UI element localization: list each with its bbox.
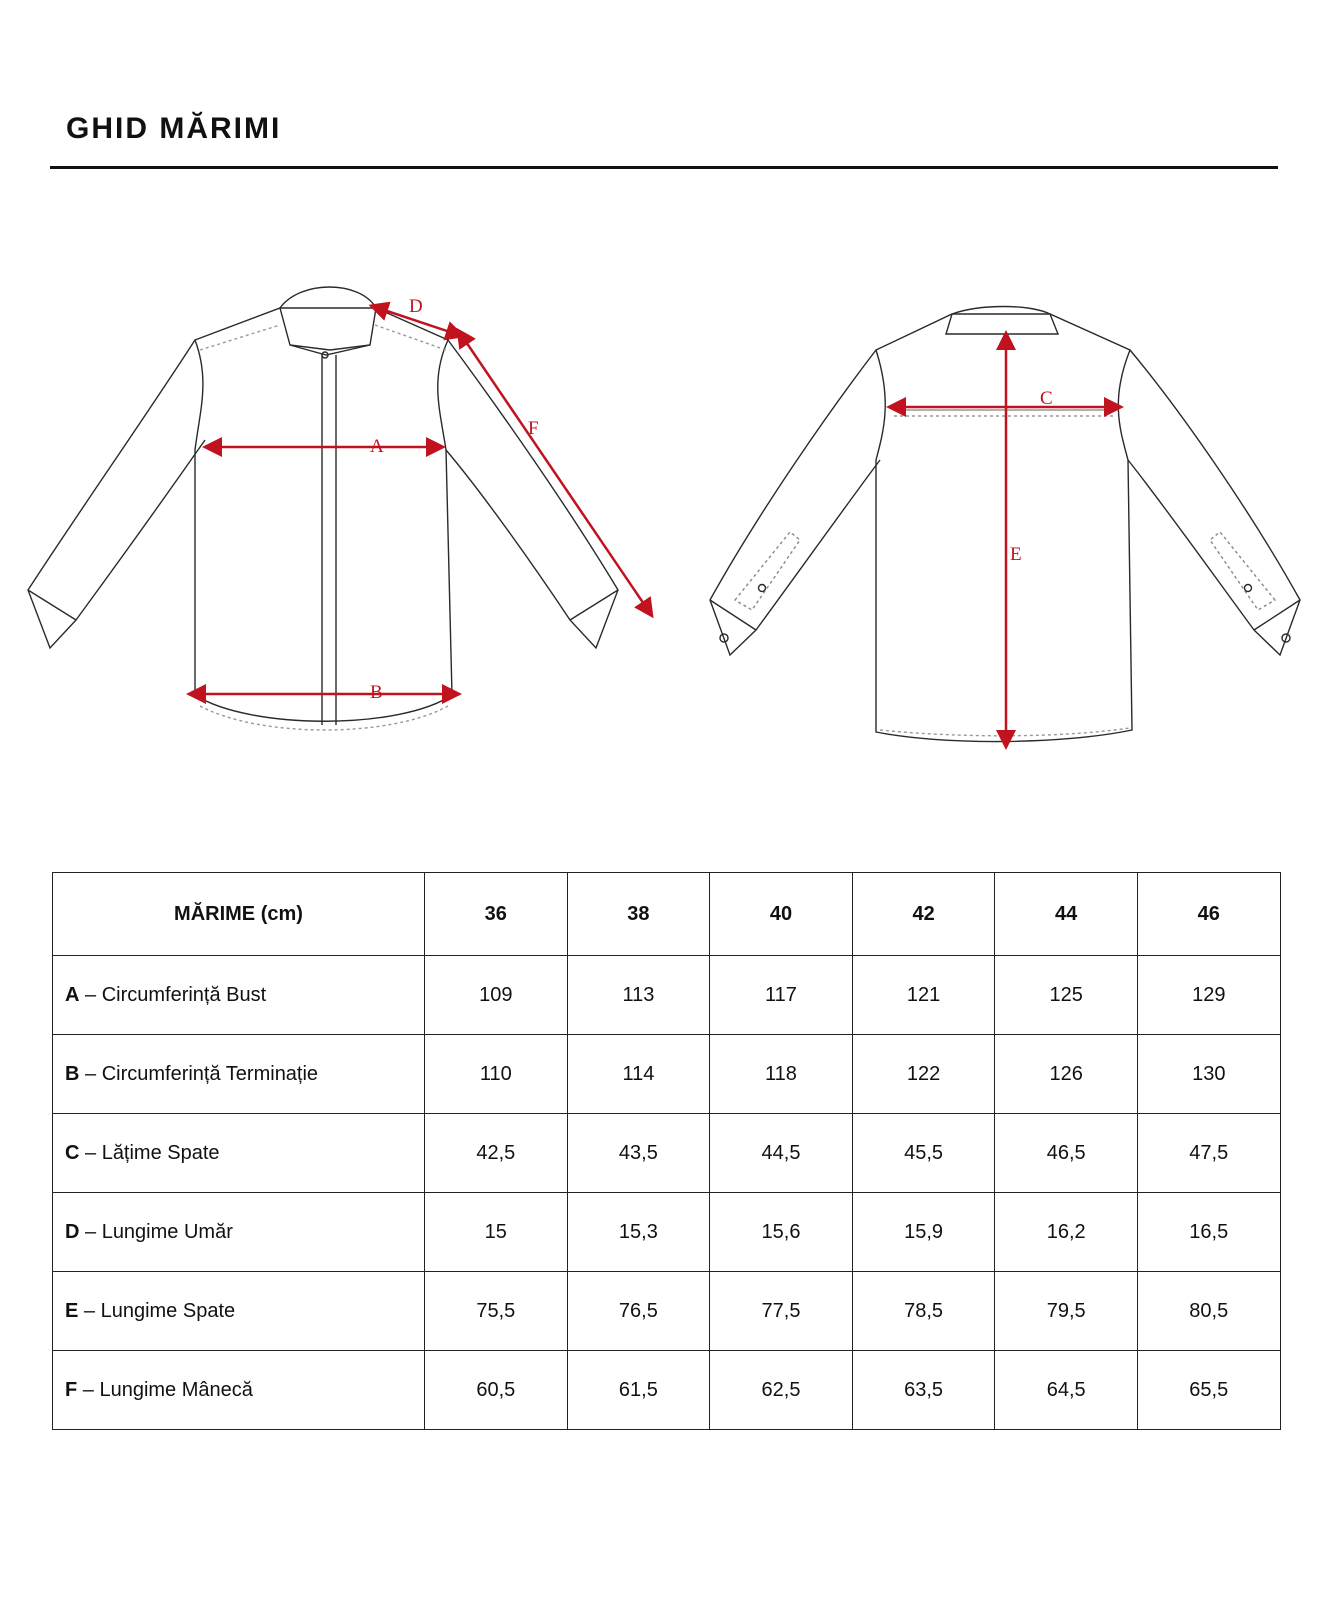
row-label-text: – Lungime Umăr [79,1220,233,1243]
label-d: D [409,296,423,317]
header-size: 36 [425,873,568,956]
table-cell: 15,9 [852,1193,995,1272]
row-letter: D [65,1220,80,1243]
table-cell: 16,5 [1137,1193,1280,1272]
title-divider [50,166,1278,169]
row-label-text: – Circumferință Terminație [79,1062,319,1085]
table-cell: 76,5 [567,1272,710,1351]
row-label-text: – Lungime Spate [78,1299,236,1322]
table-header-row [53,873,1281,956]
table-cell: 15,3 [567,1193,710,1272]
row-label [53,1272,425,1351]
table-cell: 61,5 [567,1351,710,1430]
table-cell: 44,5 [710,1114,853,1193]
row-label [53,1114,425,1193]
table-cell: 62,5 [710,1351,853,1430]
row-label-text: – Lungime Mânecă [77,1378,253,1401]
row-label-text: – Circumferință Bust [79,983,267,1006]
table-cell: 43,5 [567,1114,710,1193]
table-cell: 130 [1137,1035,1280,1114]
table-cell: 126 [995,1035,1138,1114]
table-cell: 129 [1137,956,1280,1035]
label-c: C [1040,388,1053,409]
table-cell: 77,5 [710,1272,853,1351]
row-label-text: – Lățime Spate [79,1141,220,1164]
table-cell: 114 [567,1035,710,1114]
table-cell: 65,5 [1137,1351,1280,1430]
table-cell: 46,5 [995,1114,1138,1193]
table-cell: 122 [852,1035,995,1114]
table-cell: 125 [995,956,1138,1035]
table-cell: 118 [710,1035,853,1114]
front-measure-lines [196,308,648,694]
size-table [52,872,1281,1430]
table-row [53,956,1281,1035]
table-row [53,1351,1281,1430]
table-cell: 110 [425,1035,568,1114]
row-letter: A [65,983,80,1006]
header-size: 46 [1137,873,1280,956]
table-row [53,1114,1281,1193]
page-title: GHID MĂRIMI [66,112,282,145]
table-cell: 60,5 [425,1351,568,1430]
row-label [53,1193,425,1272]
front-shirt [28,287,618,730]
table-cell: 45,5 [852,1114,995,1193]
table-row [53,1193,1281,1272]
header-size-label: MĂRIME (cm) [53,873,425,956]
table-cell: 109 [425,956,568,1035]
table-cell: 121 [852,956,995,1035]
row-label [53,1351,425,1430]
table-cell: 117 [710,956,853,1035]
back-measure-lines [896,340,1114,740]
table-cell: 15 [425,1193,568,1272]
table-cell: 15,6 [710,1193,853,1272]
label-b: B [370,682,383,703]
label-e: E [1010,544,1022,565]
row-label [53,956,425,1035]
row-letter: B [65,1062,80,1085]
header-size: 38 [567,873,710,956]
table-row [53,1272,1281,1351]
table-cell: 63,5 [852,1351,995,1430]
table-cell: 47,5 [1137,1114,1280,1193]
label-f: F [528,418,539,439]
table-row [53,1035,1281,1114]
label-a: A [370,436,384,457]
header-size: 44 [995,873,1138,956]
shirt-diagram [0,270,1328,770]
row-letter: E [65,1299,79,1322]
table-cell: 80,5 [1137,1272,1280,1351]
table-cell: 64,5 [995,1351,1138,1430]
header-size: 40 [710,873,853,956]
table-cell: 78,5 [852,1272,995,1351]
table-cell: 79,5 [995,1272,1138,1351]
table-cell: 113 [567,956,710,1035]
table-cell: 75,5 [425,1272,568,1351]
row-letter: F [65,1378,78,1401]
table-cell: 42,5 [425,1114,568,1193]
header-size: 42 [852,873,995,956]
row-label [53,1035,425,1114]
row-letter: C [65,1141,80,1164]
table-cell: 16,2 [995,1193,1138,1272]
